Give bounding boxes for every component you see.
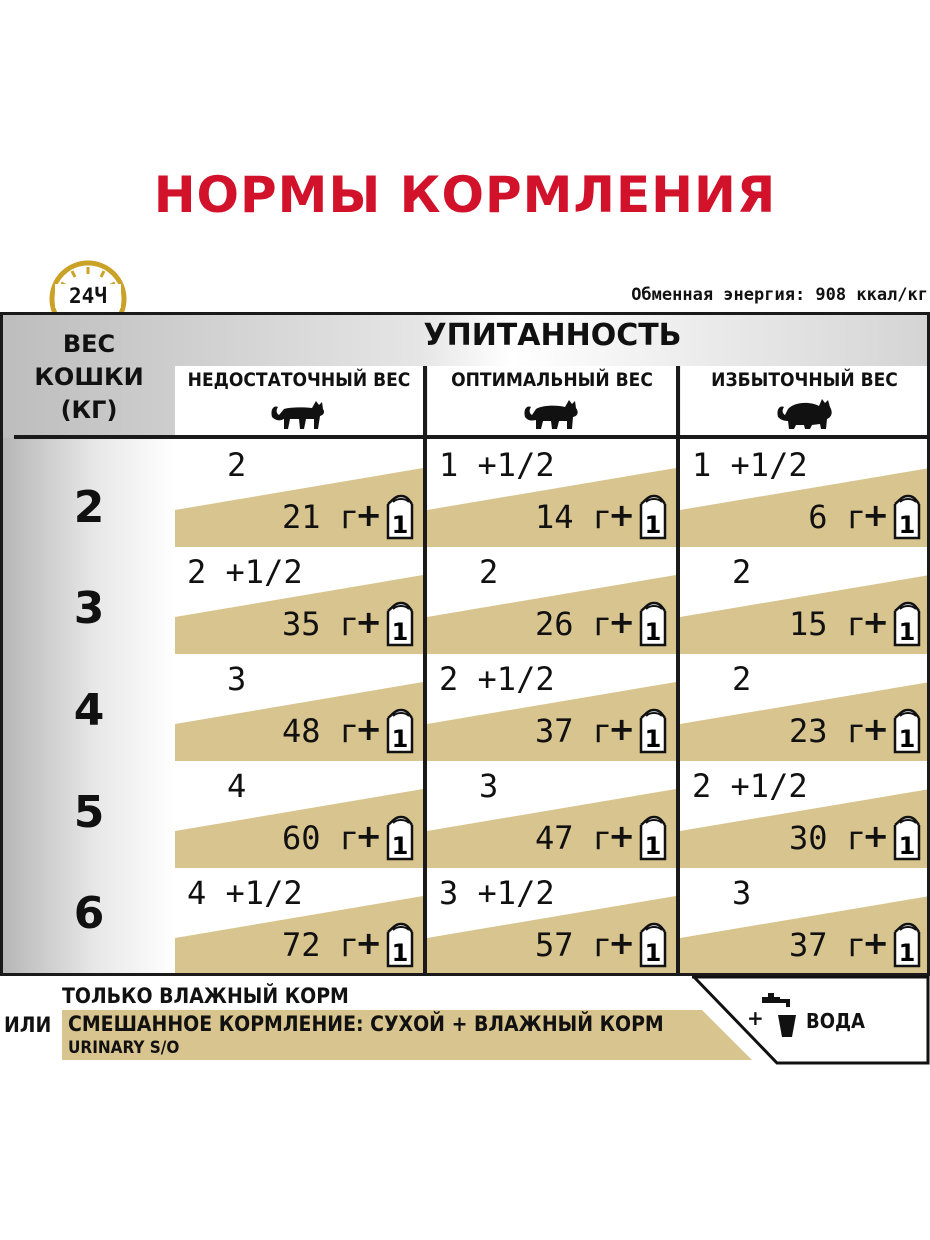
clock-label: 24Ч: [55, 284, 121, 308]
condition-header: УПИТАННОСТЬ: [423, 318, 682, 353]
pouch-number: 1: [898, 511, 916, 539]
weight-header-line: КОШКИ: [34, 363, 144, 391]
column-label: ОПТИМАЛЬНЫЙ ВЕС: [451, 369, 653, 391]
weight-label: 4: [73, 685, 105, 736]
dry-food-grams: 30 г: [788, 819, 866, 857]
dry-food-grams: 37 г: [788, 926, 866, 964]
dry-food-grams: 35 г: [281, 605, 359, 643]
pouch-count: 2: [479, 553, 499, 591]
plus-sign: +: [608, 710, 635, 748]
pouch-count: 4 +1/2: [187, 874, 303, 912]
legend-product: URINARY S/O: [68, 1038, 180, 1058]
weight-label: 3: [73, 583, 105, 634]
column-label: ИЗБЫТОЧНЫЙ ВЕС: [711, 369, 898, 391]
pouch-count: 2 +1/2: [187, 553, 303, 591]
pouch-number: 1: [391, 618, 409, 646]
dry-food-grams: 37 г: [534, 712, 612, 750]
pouch-number: 1: [391, 832, 409, 860]
legend-wet-only: ТОЛЬКО ВЛАЖНЫЙ КОРМ: [62, 984, 349, 1008]
pouch-count: 1 +1/2: [692, 446, 808, 484]
ration-table-frame: [0, 312, 930, 976]
plus-sign: +: [862, 710, 889, 748]
dry-food-grams: 15 г: [788, 605, 866, 643]
weight-header-line: ВЕС: [62, 330, 116, 358]
legend-mixed: СМЕШАННОЕ КОРМЛЕНИЕ: СУХОЙ + ВЛАЖНЫЙ КОРМ: [68, 1012, 664, 1036]
energy-note: Обменная энергия: 908 ккал/кг: [631, 285, 928, 305]
plus-sign: +: [862, 924, 889, 962]
pouch-number: 1: [644, 725, 662, 753]
weight-label: 6: [73, 888, 105, 939]
dry-food-grams: 47 г: [534, 819, 612, 857]
plus-sign: +: [608, 817, 635, 855]
water-label: ВОДА: [806, 1009, 865, 1033]
pouch-number: 1: [898, 618, 916, 646]
dry-food-grams: 23 г: [788, 712, 866, 750]
dry-food-grams: 72 г: [281, 926, 359, 964]
dry-food-grams: 14 г: [534, 498, 612, 536]
pouch-number: 1: [391, 939, 409, 967]
plus-sign: +: [862, 496, 889, 534]
water-plus: +: [747, 1006, 764, 1030]
plus-sign: +: [355, 817, 382, 855]
dry-food-grams: 60 г: [281, 819, 359, 857]
pouch-count: 3: [227, 660, 247, 698]
dry-food-grams: 21 г: [281, 498, 359, 536]
pouch-number: 1: [644, 618, 662, 646]
weight-label: 5: [73, 787, 105, 838]
pouch-count: 3: [479, 767, 499, 805]
pouch-number: 1: [644, 939, 662, 967]
dry-food-grams: 6 г: [808, 498, 866, 536]
pouch-number: 1: [898, 939, 916, 967]
pouch-count: 3 +1/2: [439, 874, 555, 912]
plus-sign: +: [862, 603, 889, 641]
pouch-count: 2: [227, 446, 247, 484]
pouch-number: 1: [644, 511, 662, 539]
pouch-number: 1: [644, 832, 662, 860]
weight-header-line: (КГ): [60, 396, 118, 424]
weight-label: 2: [73, 482, 105, 533]
pouch-count: 2 +1/2: [439, 660, 555, 698]
pouch-count: 2: [732, 553, 752, 591]
plus-sign: +: [355, 924, 382, 962]
dry-food-grams: 48 г: [281, 712, 359, 750]
plus-sign: +: [355, 496, 382, 534]
page-title: НОРМЫ КОРМЛЕНИЯ: [153, 166, 777, 224]
legend-or: ИЛИ: [4, 1013, 52, 1037]
plus-sign: +: [355, 710, 382, 748]
plus-sign: +: [355, 603, 382, 641]
water-tap-icon: [762, 993, 796, 1037]
dry-food-grams: 57 г: [534, 926, 612, 964]
plus-sign: +: [608, 496, 635, 534]
pouch-count: 3: [732, 874, 752, 912]
pouch-count: 2: [732, 660, 752, 698]
pouch-number: 1: [898, 725, 916, 753]
pouch-number: 1: [391, 725, 409, 753]
pouch-count: 1 +1/2: [439, 446, 555, 484]
column-label: НЕДОСТАТОЧНЫЙ ВЕС: [187, 369, 411, 391]
pouch-count: 2 +1/2: [692, 767, 808, 805]
pouch-number: 1: [391, 511, 409, 539]
plus-sign: +: [608, 603, 635, 641]
pouch-number: 1: [898, 832, 916, 860]
dry-food-grams: 26 г: [534, 605, 612, 643]
plus-sign: +: [862, 817, 889, 855]
pouch-count: 4: [227, 767, 247, 805]
plus-sign: +: [608, 924, 635, 962]
